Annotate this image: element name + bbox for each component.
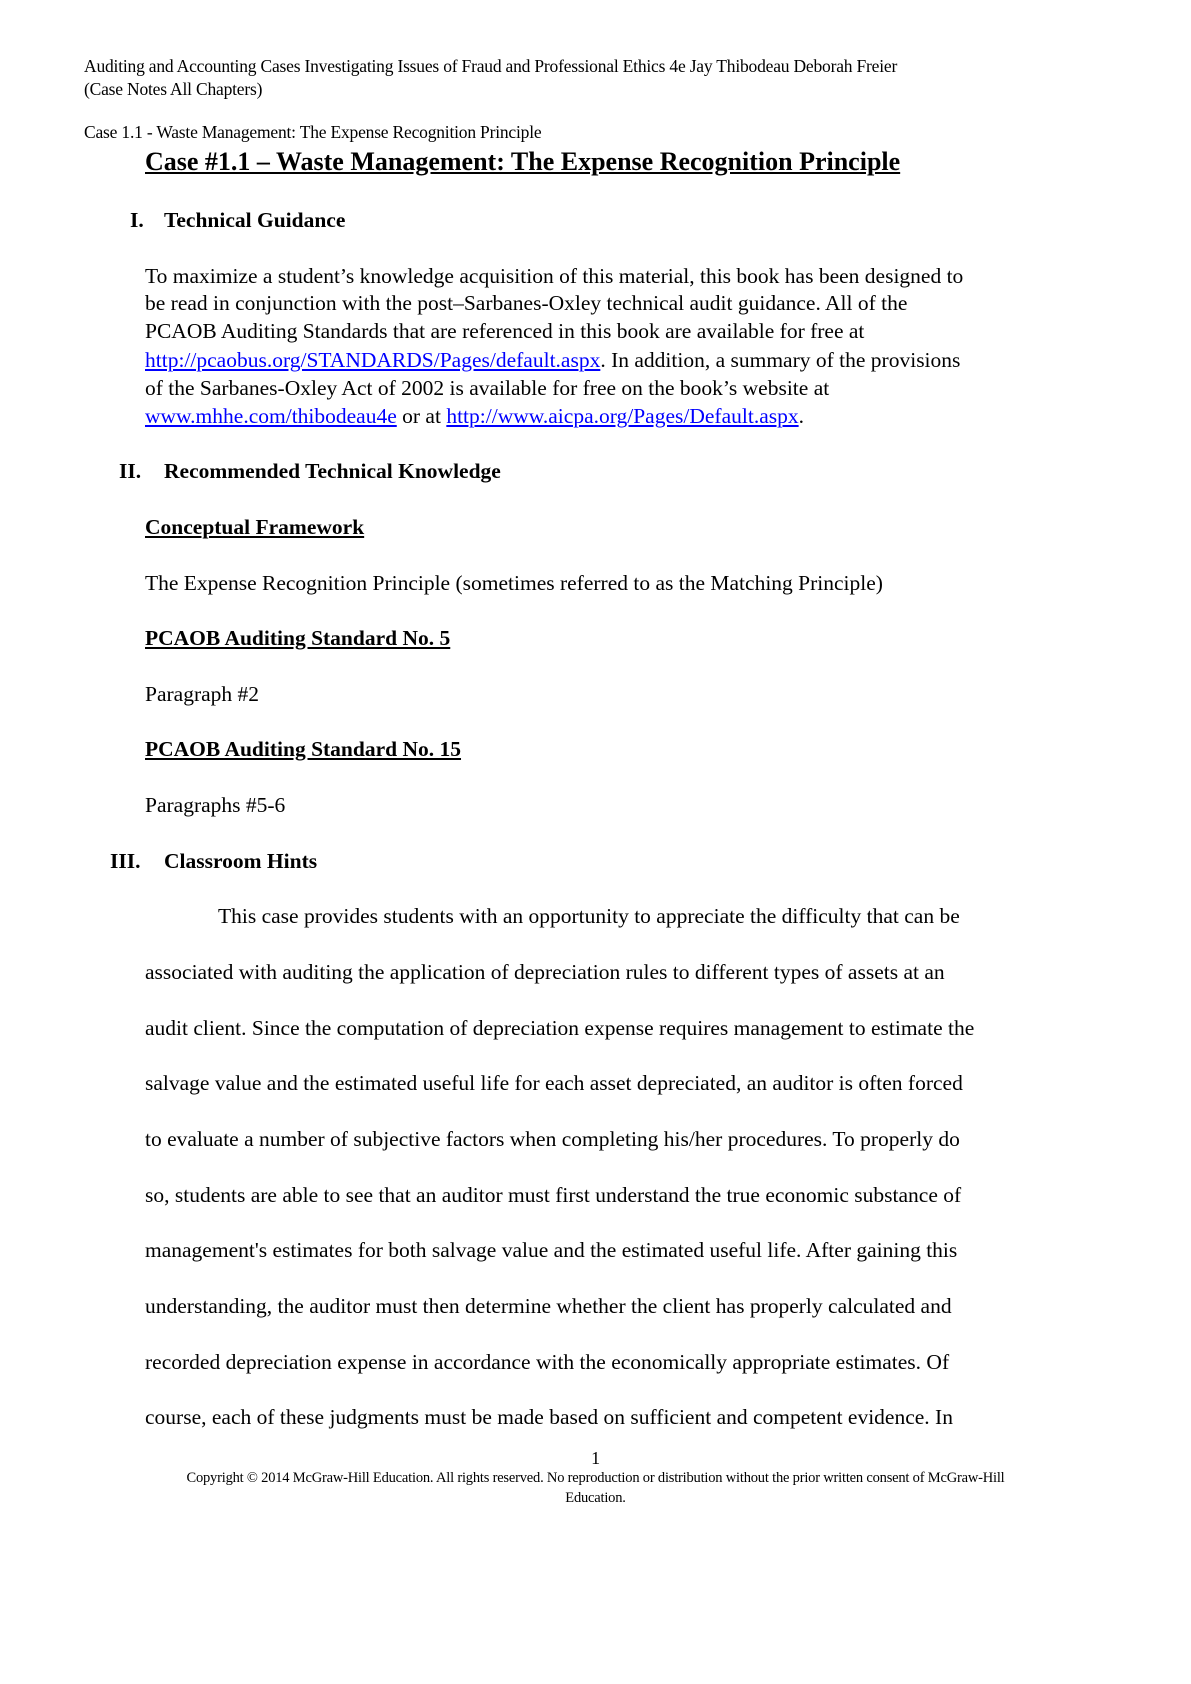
copyright-line: Education. xyxy=(565,1490,626,1506)
section-title: Technical Guidance xyxy=(164,208,346,232)
conceptual-framework-heading: Conceptual Framework xyxy=(145,515,365,539)
document-header-title: Auditing and Accounting Cases Investigating Issues of Fraud and Professional Ethics 4e Jay Thibodeau Deborah Freier xyxy=(84,56,898,76)
as15-heading: PCAOB Auditing Standard No. 15 xyxy=(145,737,462,761)
hints-line: salvage value and the estimated useful life for each asset depreciated, an auditor is often forced xyxy=(145,1071,963,1095)
hints-line: associated with auditing the application of depreciation rules to different types of assets at an xyxy=(145,960,945,984)
paragraph-line: To maximize a student’s knowledge acquisition of this material, this book has been designed to xyxy=(145,264,964,288)
section-number: I. xyxy=(130,208,144,232)
as5-text: Paragraph #2 xyxy=(145,682,260,706)
paragraph-text: . In addition, a summary of the provisions xyxy=(600,348,961,372)
page-title: Case #1.1 – Waste Management: The Expense Recognition Principle xyxy=(145,147,901,176)
mhhe-website-link[interactable]: www.mhhe.com/thibodeau4e xyxy=(145,404,397,428)
case-label: Case 1.1 - Waste Management: The Expense Recognition Principle xyxy=(84,122,542,142)
paragraph-line xyxy=(145,347,960,373)
copyright-line: Copyright © 2014 McGraw-Hill Education. All rights reserved. No reproduction or distribution without the prior written consent of McGraw-Hill xyxy=(186,1470,1005,1486)
page-number: 1 xyxy=(591,1448,600,1468)
hints-line: understanding, the auditor must then determine whether the client has properly calculated and xyxy=(145,1294,952,1318)
paragraph-line xyxy=(145,403,804,429)
aicpa-link[interactable]: http://www.aicpa.org/Pages/Default.aspx xyxy=(446,404,799,428)
hints-line: management's estimates for both salvage value and the estimated useful life. After gaining this xyxy=(145,1238,958,1262)
paragraph-text: . xyxy=(798,404,804,428)
section-number: II. xyxy=(119,459,142,483)
as5-heading: PCAOB Auditing Standard No. 5 xyxy=(145,626,451,650)
as15-text: Paragraphs #5-6 xyxy=(145,793,286,817)
hints-line: audit client. Since the computation of depreciation expense requires management to estimate the xyxy=(145,1016,975,1040)
section-heading-3 xyxy=(110,848,317,874)
paragraph-line: PCAOB Auditing Standards that are referenced in this book are available for free at xyxy=(145,319,865,343)
section-heading-2 xyxy=(119,458,501,484)
hints-line: recorded depreciation expense in accordance with the economically appropriate estimates. Of xyxy=(145,1350,950,1374)
hints-line: to evaluate a number of subjective factors when completing his/her procedures. To properly do xyxy=(145,1127,960,1151)
paragraph-line: be read in conjunction with the post–Sarbanes-Oxley technical audit guidance. All of the xyxy=(145,291,908,315)
hints-line: This case provides students with an opportunity to appreciate the difficulty that can be xyxy=(218,904,960,928)
section-title: Recommended Technical Knowledge xyxy=(164,459,501,483)
conceptual-framework-text: The Expense Recognition Principle (sometimes referred to as the Matching Principle) xyxy=(145,571,883,595)
hints-line: course, each of these judgments must be made based on sufficient and competent evidence. In xyxy=(145,1405,953,1429)
paragraph-text: or at xyxy=(396,404,447,428)
paragraph-line: of the Sarbanes-Oxley Act of 2002 is available for free on the book’s website at xyxy=(145,376,830,400)
document-header-subtitle: (Case Notes All Chapters) xyxy=(84,79,263,99)
hints-line: so, students are able to see that an auditor must first understand the true economic substance of xyxy=(145,1183,962,1207)
pcaob-standards-link[interactable]: http://pcaobus.org/STANDARDS/Pages/default.aspx xyxy=(145,348,601,372)
section-title: Classroom Hints xyxy=(164,849,318,873)
section-number: III. xyxy=(110,849,141,873)
section-heading-1 xyxy=(130,207,345,233)
